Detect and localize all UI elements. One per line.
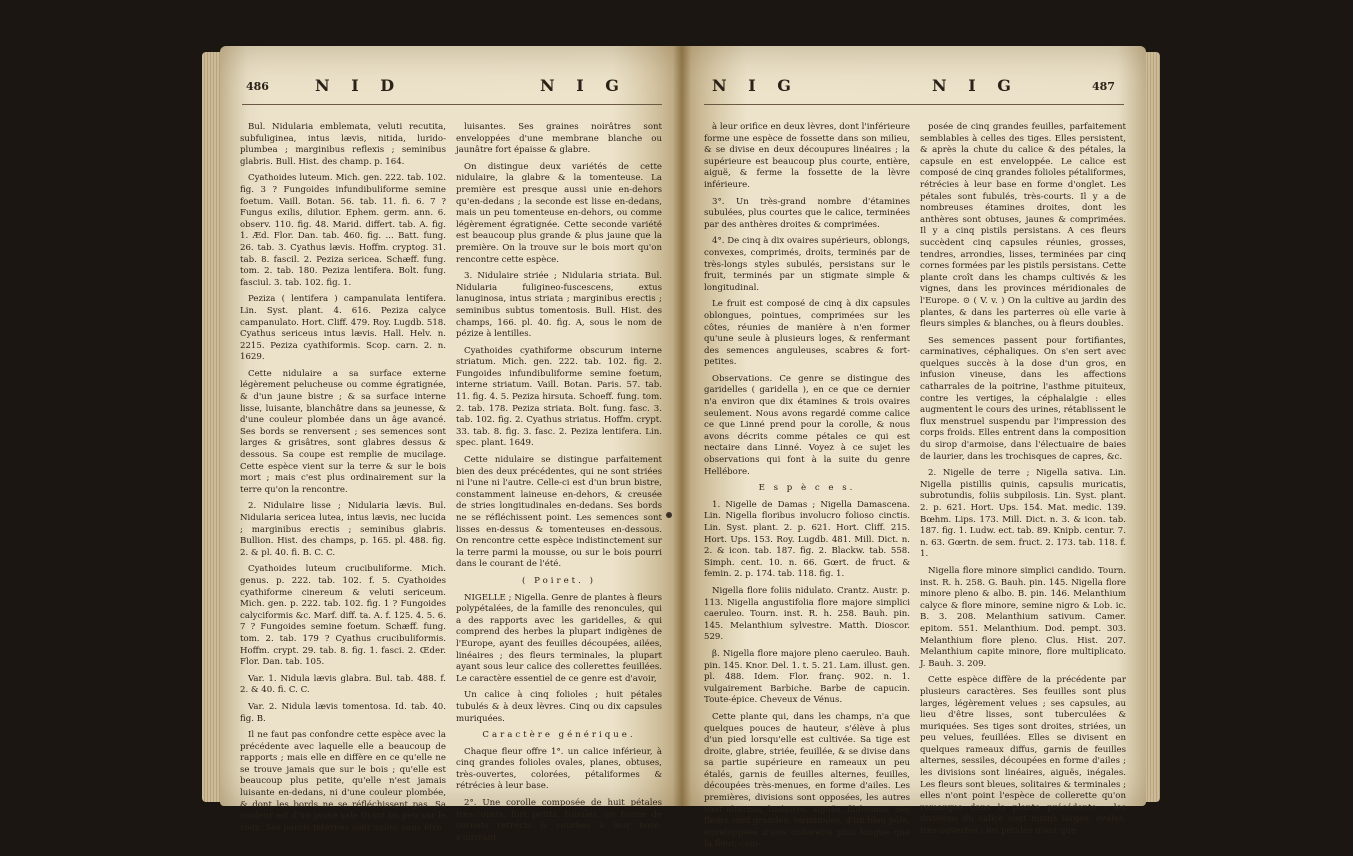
paragraph: Cyathoides luteum. Mich. gen. 222. tab. 102. fig. 3 ? Fungoides infundibuliforme semine foetum. Vaill. Botan. 56. tab. 11. fi. 6. 7 ? Fungus exilis, dilutior. Ephem. germ. ann. 6. observ. 110. fig. 48. Marid. differt. tab. A. fig. 1. Æd. Flor. Dan. tab. 460. fig. ... Batt. fung. 26. tab. 3. Cyathus lævis. Hoffm. cryptog. 31. tab. 8. fascil. 2. Peziza sericea. Schæff. fung. tom. 2. tab. 180. Peziza lentifera. Bolt. fung. fasciul. 3. tab. 102. fig. 1. (240, 173, 446, 288)
paragraph: 2°. Une corolle composée de huit pétales très-courts, fort petits, tubulés, en forme de cornets retrécis & courbés à leur base, s'ouvrant (456, 798, 662, 843)
paragraph: 2. Nidulaire lisse ; Nidularia lævis. Bul. Nidularia sericea lutea, intus lævis, nec lucida ; marginibus erectis ; seminibus glabris. Bullion. Hist. des champs, p. 165. pl. 488. fig. 2. & pl. 40. fi. B. C. C. (240, 501, 446, 558)
paragraph: Var. 2. Nidula lævis tomentosa. Id. tab. 40. fig. B. (240, 701, 446, 724)
paragraph: 3. Nidulaire striée ; Nidularia striata. Bul. Nidularia fuligineo-fuscescens, extus lanuginosa, intus striata ; marginibus erectis ; seminibus subtus tomentosis. Bull. Hist. des champs, 166. pl. 40. fig. A, sous le nom de pézize à lentilles. (456, 271, 662, 340)
running-head-left-1: N I D (315, 76, 403, 95)
paragraph: à leur orifice en deux lèvres, dont l'inférieure forme une espèce de fossette dans son milieu, & se divise en deux découpures linéaires ; la supérieure est beaucoup plus courte, entière, aiguë, & ferme la fossette de la lèvre inférieure. (704, 122, 910, 190)
paragraph: Observations. Ce genre se distingue des garidelles ( garidella ), en ce que ce dernier n'a environ que dix étamines & trois ovaires seulement. Nous avons regardé comme calice ce que Linné prend pour la corolle, & nous avons décrits comme pétales ce qui est nectaire dans Linné. Voyez à ce sujet les observations qui font à la suite du genre Hellébore. (704, 373, 910, 477)
paragraph: Cette nidulaire se distingue parfaitement bien des deux précédentes, qui ne sont striées ni l'une ni l'autre. Celle-ci est d'un brun bistre, constamment laineuse en-dehors, & creusée de stries longitudinales en-dedans. Ses bords ne se réfléchissent point. Les semences sont lisses en-dessus & tomenteuses en-dessous. On rencontre cette espèce indistinctement sur la terre parmi la mousse, ou sur le bois pourri dans le courant de l'été. (456, 455, 662, 570)
running-head-right-2: N I G (932, 76, 1019, 95)
paragraph: posée de cinq grandes feuilles, parfaitement semblables à celles des tiges. Elles persistent, & après la chute du calice & des pétales, la capsule en est enveloppée. Le calice est composé de cinq grandes folioles pétaliformes, rétrécies à leur base en forme d'onglet. Les pétales sont fubulés, très-courts. Il y a de nombreuses étamines droites, dont les anthères sont obtuses, jaunes & comprimées. Il y a cinq pistils persistans. A ces fleurs succèdent cinq capsules réunies, grosses, tendres, arrondies, lisses, terminées par cinq cornes formées par les pistils persistans. Cette plante croît dans les champs cultivés & les vignes, dans les provinces méridionales de l'Europe. ⊙ ( V. v. ) On la cultive au jardin des plantes, & dans les parterres où elle varie à fleurs simples & blanches, ou à fleurs doubles. (920, 122, 1126, 330)
book-spread (6, 6, 1347, 850)
page-edges-left (202, 52, 222, 802)
paragraph: 3°. Un très-grand nombre d'étamines subulées, plus courtes que le calice, terminées par des anthères droites & comprimées. (704, 196, 910, 230)
left-column-1 (240, 122, 446, 839)
page-edges-right (1144, 52, 1160, 802)
paragraph: On distingue deux variétés de cette nidulaire, la glabre & la tomenteuse. La première est presque aussi unie en-dehors qu'en-dedans ; la seconde est lisse en-dedans, mais un peu tomenteuse en-dehors, ou comme légèrement égratignée. Cette seconde variété est beaucoup plus grande & plus jaune que la première. On la trouve sur le bois mort qu'on rencontre cette espèce. (456, 161, 662, 265)
paragraph: NIGELLE ; Nigella. Genre de plantes à fleurs polypétalées, de la famille des renoncules, qui a des rapports avec les garidelles, & qui comprend des herbes la plupart indigènes de l'Europe, ayant des feuilles découpées, ailées, linéaires ; des fleurs terminales, la plupart ayant sous leur calice des collerettes feuillées. Le caractère essentiel de ce genre est d'avoir, (456, 592, 662, 684)
page-number-right: 487 (1092, 80, 1115, 93)
paragraph: 4°. De cinq à dix ovaires supérieurs, oblongs, convexes, comprimés, droits, terminés par de très-longs styles subulés, persistans sur le fruit, terminés par un stigmate simple & longitudinal. (704, 236, 910, 293)
page-number-left: 486 (246, 80, 269, 93)
left-column-2 (456, 122, 662, 849)
running-head-left-2: N I G (540, 76, 627, 95)
paragraph: Nigella flore foliis nidulato. Crantz. Austr. p. 113. Nigella angustifolia flore majore simplici caeruleo. Tourn. inst. R. h. 258. Bauh. pin. 145. Melanthium sylvestre. Matth. Dioscor. 529. (704, 585, 910, 643)
paragraph: Il ne faut pas confondre cette espèce avec la précédente avec laquelle elle a beaucoup de rapports ; mais elle en diffère en ce qu'elle ne se trouve jamais que sur le bois ; qu'elle est beaucoup plus petite, qu'elle n'est jamais luisante en-dedans, ni d'une couleur plombée, & dont les bords ne se réfléchissent pas. Sa couleur est d'un jaune sale tirant un peu sur le roux. Ses parois internes sont unies, sans être (240, 730, 446, 833)
pin-mark (666, 512, 672, 518)
paragraph: Cette espèce diffère de la précédente par plusieurs caractères. Ses feuilles sont plus larges, légèrement velues ; ses capsules, au lieu d'être lisses, sont tuberculées & muriquées. Ses tiges sont droites, striées, un peu velues, feuillées. Elles se divisent en quelques rameaux diffus, garnis de feuilles alternes, sessiles, découpées en forme d'ailes ; les divisions sont linéaires, aiguës, inégales. Les fleurs sont bleues, solitaires & terminales ; elles n'ont point l'espèce de collerette qu'on remarque dans la plante précédente : les divisions du calice sont moins larges, ovales, très-ouvertes : les pétales n'ont que (920, 675, 1126, 837)
paragraph: 2. Nigelle de terre ; Nigella sativa. Lin. Nigella pistillis quinis, capsulis muricatis, subrotundis, foliis subpilosis. Lin. Syst. plant. 2. p. 621. Hort. Ups. 154. Mat. medic. 139. Bœhm. Lips. 173. Mill. Dict. n. 3. & icon. tab. 187. fig. 1. Ludw. ect. tab. 89. Knipb. centur. 7. n. 63. Gœrtn. de sem. fruct. 2. 173. tab. 118. f. 1. (920, 468, 1126, 560)
running-head-right-1: N I G (712, 76, 799, 95)
paragraph: Cette plante qui, dans les champs, n'a que quelques pouces de hauteur, s'élève à plus d'un pied lorsqu'elle est cultivée. Sa tige est droite, glabre, striée, feuillée, & se divise dans sa partie supérieure en rameaux un peu étalés, garnis de feuilles alternes, feuilles, découpées très-menues, en forme d'ailes. Les premières, divisions sont opposées, les autres sont alternes, linéaires, aiguës, filiformes. Ses fleurs sont grandes, terminales, d'un bleu pâle, enveloppées d'une collerette plus longue que la fleur, com- (704, 711, 911, 850)
paragraph: Peziza ( lentifera ) campanulata lentifera. Lin. Syst. plant. 4. 616. Peziza calyce campanulato. Hort. Cliff. 479. Roy. Lugdb. 518. Cyathus sericeus intus lævis. Hall. Helv. n. 2215. Peziza cyathiformis. Scop. carn. 2. n. 1629. (240, 294, 446, 363)
paragraph: Caractère générique. (482, 730, 636, 741)
paragraph: luisantes. Ses graines noirâtres sont enveloppées d'une membrane blanche ou jaunâtre fort épaisse & glabre. (456, 122, 662, 156)
right-column-2 (920, 122, 1126, 843)
paragraph: Var. 1. Nidula lævis glabra. Bul. tab. 488. f. 2. & 40. fi. C. C. (240, 673, 446, 696)
paragraph: Cyathoides cyathiforme obscurum interne striatum. Mich. gen. 222. tab. 102. fig. 2. Fungoides infundibuliforme semine foetum, interne striatum. Vaill. Botan. Paris. 57. tab. 11. fig. 4. 5. Peziza hirsuta. Schoeff. fung. tom. 2. tab. 178. Peziza striata. Bolt. fung. fasc. 3. tab. 102. fig. 2. Cyathus striatus. Hoffm. crypt. 33. tab. 8. fig. 3. fasc. 2. Peziza lentifera. Lin. spec. plant. 1649. (456, 345, 662, 449)
right-page (682, 46, 1146, 850)
paragraph: β. Nigella flore majore pleno caeruleo. Bauh. pin. 145. Knor. Del. 1. t. 5. 21. Lam. illust. gen. pl. 488. Idem. Flor. franç. 902. n. 1. vulgairement Barbiche. Barbe de capucin. Toute-épice. Cheveux de Vénus. (704, 648, 910, 706)
paragraph: Cette nidulaire a sa surface externe légèrement pelucheuse ou comme égratignée, & d'un jaune bistre ; & sa surface interne lisse, luisante, blanchâtre dans sa jeunesse, & d'une couleur plombée dans un âge avancé. Ses bords se renversent ; ses semences sont larges & grisâtres, sont glabres dessus & dessous. Sa coupe est remplie de mucilage. Cette espèce vient sur la terre & sur le bois mort ; mais c'est plus ordinairement sur la terre qu'on la rencontre. (240, 368, 446, 495)
paragraph: E s p è c e s. (758, 483, 856, 494)
paragraph: Chaque fleur offre 1°. un calice inférieur, à cinq grandes folioles ovales, planes, obtuses, très-ouvertes, colorées, pétaliformes & rétrécies à leur base. (456, 746, 662, 792)
right-column-1 (704, 122, 910, 856)
paragraph: 1. Nigelle de Damas ; Nigella Damascena. Lin. Nigella floribus involucro folioso cinctis. Lin. Syst. plant. 2. p. 621. Hort. Cliff. 215. Hort. Ups. 153. Roy. Lugdb. 481. Mill. Dict. n. 2. & icon. tab. 187. fig. 2. Blackw. tab. 558. Simph. cent. 10. n. 66. Gœrt. de fruct. & femin. 2. p. 174. tab. 118. fig. 1. (704, 499, 910, 580)
paragraph: Bul. Nidularia emblemata, veluti recutita, subfuliginea, intus lævis, nitida, lurido-plumbea ; marginibus reflexis ; seminibus glabris. Bull. Hist. des champ. p. 164. (240, 122, 446, 167)
paragraph: ( Poiret. ) (522, 575, 596, 586)
paragraph: Un calice à cinq folioles ; huit pétales tubulés & à deux lèvres. Cinq ou dix capsules muriquées. (456, 690, 662, 724)
left-page (220, 46, 682, 843)
paragraph: Ses semences passent pour fortifiantes, carminatives, céphaliques. On s'en sert avec quelques succès à la dose d'un gros, en infusion vineuse, dans les affections catharrales de la poitrine, l'asthme pituiteux, contre les vertiges, la céphalalgie : elles augmentent le cours des urines, rétablissent le flux menstruel suspendu par l'impression des corps froids. Elles entrent dans la composition du sirop d'armoise, dans l'électuaire de baies de laurier, dans les trochisques de capres, &c. (920, 335, 1126, 462)
paragraph: Le fruit est composé de cinq à dix capsules oblongues, pointues, comprimées sur les côtes, réunies de manière à n'en former qu'une seule à plusieurs loges, & renfermant des semences anguleuses, scabres & fort-petites. (704, 299, 910, 368)
paragraph: Nigella flore minore simplici candido. Tourn. inst. R. h. 258. G. Bauh. pin. 145. Nigella flore minore pleno & albo. B. pin. 146. Melanthium calyce & flore minore, semine nigro & Lob. ic. B. 3. 208. Melanthium sativum. Camer. epitom. 551. Melanthium. Dod. pempt. 303. Melanthium flore pleno. Clus. Hist. 207. Melanthium capite minore, flore multiplicato. J. Bauh. 3. 209. (920, 565, 1126, 669)
header-rule-right (704, 104, 1124, 105)
header-rule-left (242, 104, 662, 105)
paragraph: Cyathoides luteum crucibuliforme. Mich. genus. p. 222. tab. 102. f. 5. Cyathoides cyathiforme cinereum & veluti sericeum. Mich. gen. p. 222. tab. 102. fig. 1 ? Fungoides calyciformis &c. Marf. diff. ta. A. f. 125. 4. 5. 6. 7 ? Fungoides semine foetum. Schæff. fung. tom. 2. tab. 179 ? Cyathus crucibuliformis. Hoffm. crypt. 29. tab. 8. fig. 1. fasci. 2. Œder. Flor. Dan. tab. 105. (240, 564, 446, 668)
